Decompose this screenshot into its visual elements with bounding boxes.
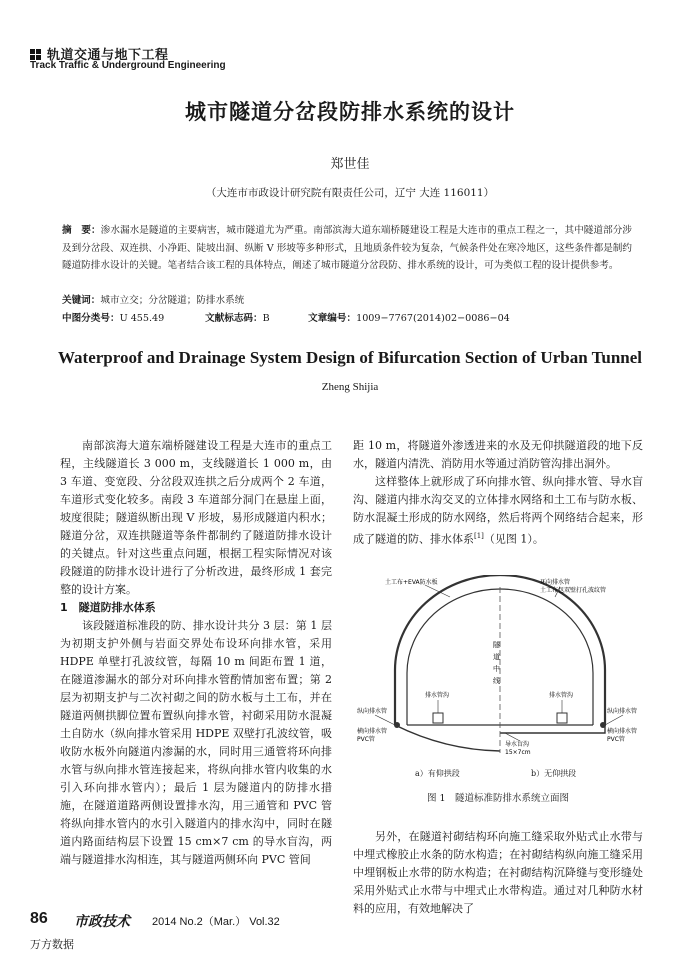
invert-right <box>500 725 605 733</box>
fig-label-center: 中 <box>493 665 500 673</box>
clc-value: U 455.49 <box>119 313 165 324</box>
doc-code-label: 文献标志码： <box>205 313 263 324</box>
keywords <box>62 292 244 306</box>
intro-paragraph: 南部滨海大道东端桥隧建设工程是大连市的重点工程，主线隧道长 3 000 m，支线隧道长 1 000 m，由 3 车道、变宽段、分岔段双连拱之后分成两个 2 车道，车道形式变化较多。南段 3 车道部分洞门在悬崖上面，坡度很陡；隧道纵断出现 V 形坡，易形成隧道内积水；隧道分岔，双连拱隧道等条件都制约了隧道防排水设计的关键点。针对这些重点问题，根据工程实际情况对该段隧道的防排水设计进行了分析改进，最终形成 1 套完整的设计方案。 <box>60 439 332 596</box>
body-text: （见图 1）。 <box>483 532 544 546</box>
fig-label-cross-right: 横向排水管 <box>607 728 638 735</box>
subcaption-b: b）无仰拱段 <box>531 769 577 778</box>
affiliation: （大连市市政设计研究院有限责任公司，辽宁 大连 116011） <box>205 187 495 199</box>
keywords-label: 关键词： <box>62 295 101 306</box>
english-author: Zheng Shijia <box>321 381 379 393</box>
right-column-top <box>353 437 643 549</box>
fig-label-ditch-right: 排水管沟 <box>549 692 574 699</box>
fig-label-center: 道 <box>493 653 500 661</box>
fig-label-ring-pipe: 环向排水管 <box>540 579 571 586</box>
fig-label-ring-pipe-note: 土工布包双壁打孔波纹管 <box>540 587 607 594</box>
paper-title: 城市隧道分岔段防排水系统的设计 <box>185 100 515 124</box>
drain-ditch-left <box>433 713 443 723</box>
fig-label-cross-right-pvc: PVC管 <box>607 736 625 743</box>
body-paragraph: 该段隧道标准段的防、排水设计共分 3 层：第 1 层为初期支护外侧与岩面交界处布设环向排水管，采用 HDPE 单壁打孔波纹管，每隔 10 m 间距布置 1 道，在隧道渗漏水的部分对环向排水管酌情加密布置；第 2 层为初期支护与二次衬砌之间的防水板与土工布，并在隧道两侧拱脚位置布置纵向排水管，衬砌采用防水混凝土自防水（纵向排水管采用 HDPE 双壁打孔波纹管，吸收防水板外向隧道内渗漏的水，同时用三通管将环向排水管与纵向排水管连接起来，将纵向排水管内收集的水引入环向排水管内）；最后 1 层为隧道内的防排水措施，在隧道道路两侧设置排水沟，用三通管和 PVC 管将纵向排水管内的水引入隧道内的排水沟中，同时在隧道内路面结构层下设置 15 cm×7 cm 的导水盲沟，两端与隧道排水沟相连，其与隧道两侧环向 PVC 管间 <box>60 619 332 866</box>
page-number: 86 <box>30 910 48 927</box>
author-name: 郑世佳 <box>330 157 370 172</box>
invert-left <box>395 725 500 751</box>
tunnel-drainage-figure <box>355 575 645 765</box>
body-paragraph <box>353 473 643 549</box>
drain-ditch-right <box>557 713 567 723</box>
source-watermark: 万方数据 <box>30 938 74 951</box>
section-name-en: Track Traffic & Underground Engineering <box>30 60 226 71</box>
subcaption-a: a）有仰拱段 <box>415 769 460 778</box>
body-text: 这样整体上就形成了环向排水管、纵向排水管、导水盲沟、隧道内排水沟交叉的立体排水网络和土工布与防水板、防水混凝土形成的防水网络，然后将两个网络结合起来，形成了隧道的防、排水体系 <box>353 475 643 546</box>
journal-name: 市政技术 <box>74 914 130 930</box>
body-paragraph: 距 10 m，将隧道外渗透进来的水及无仰拱隧道段的地下反水，隧道内清洗、消防用水等通过消防管沟排出洞外。 <box>353 439 643 470</box>
fig-label-center: 隧 <box>493 641 500 649</box>
section-name-cn: 轨道交通与地下工程 <box>47 48 169 63</box>
article-number-label: 文章编号： <box>308 313 357 324</box>
fig-label-cross-left-pvc: PVC管 <box>357 736 375 743</box>
fig-label-blind-ditch-note: 15×7cm <box>505 749 531 756</box>
article-number-value: 1009−7767(2014)02−0086−04 <box>356 313 510 324</box>
doc-code-value: B <box>262 313 270 324</box>
fig-label-long-left: 纵向排水管 <box>357 708 388 715</box>
section-square-icon <box>30 49 41 60</box>
body-paragraph: 另外，在隧道衬砌结构环向施工缝采取外贴式止水带与中埋式橡胶止水条的防水构造；在衬砌结构纵向施工缝采用中埋钢板止水带的防水构造；在衬砌结构沉降缝与变形缝处采用外贴式止水带与中埋式止水带构造。通过对几种防水材料的应用，有效地解决了 <box>353 830 643 915</box>
journal-issue: 2014 No.2（Mar.） Vol.32 <box>152 916 280 928</box>
fig-label-cross-left: 横向排水管 <box>357 728 388 735</box>
fig-label-center: 线 <box>493 677 500 685</box>
fig-label-geotextile: 土工布+EVA防水板 <box>385 579 438 586</box>
english-title: Waterproof and Drainage System Design of Bifurcation Section of Urban Tunnel <box>57 348 643 367</box>
keywords-text: 城市立交；分岔隧道；防排水系统 <box>100 295 245 306</box>
right-column-bottom <box>353 828 643 918</box>
abstract <box>62 222 632 275</box>
fig-label-ditch-left: 排水管沟 <box>425 692 450 699</box>
clc-label: 中图分类号： <box>62 313 120 324</box>
abstract-text: 渗水漏水是隧道的主要病害，城市隧道尤为严重。南部滨海大道东端桥隧建设工程是大连市的重点工程之一，其中隧道部分涉及到分岔段、双连拱、小净距、陡坡出洞、纵断 V 形坡等多种形式，且地质条件较为复杂，气候条件处在寒冷地区，这些条件都是制约隧道防排水设计的关键。笔者结合该工程的具体特点，阐述了城市隧道分岔段防、排水系统的设计，可为类似工程的设计提供参考。 <box>62 225 633 271</box>
fig-label-long-right: 纵向排水管 <box>607 708 638 715</box>
figure-caption: 图 1 隧道标准防排水系统立面图 <box>426 793 570 804</box>
left-column <box>60 437 332 869</box>
classification-line <box>62 310 622 324</box>
abstract-label: 摘 要： <box>62 225 101 236</box>
citation: [1] <box>474 532 484 540</box>
section-heading: 1 隧道防排水体系 <box>60 601 156 614</box>
fig-label-blind-ditch: 导水盲沟 <box>505 741 530 748</box>
